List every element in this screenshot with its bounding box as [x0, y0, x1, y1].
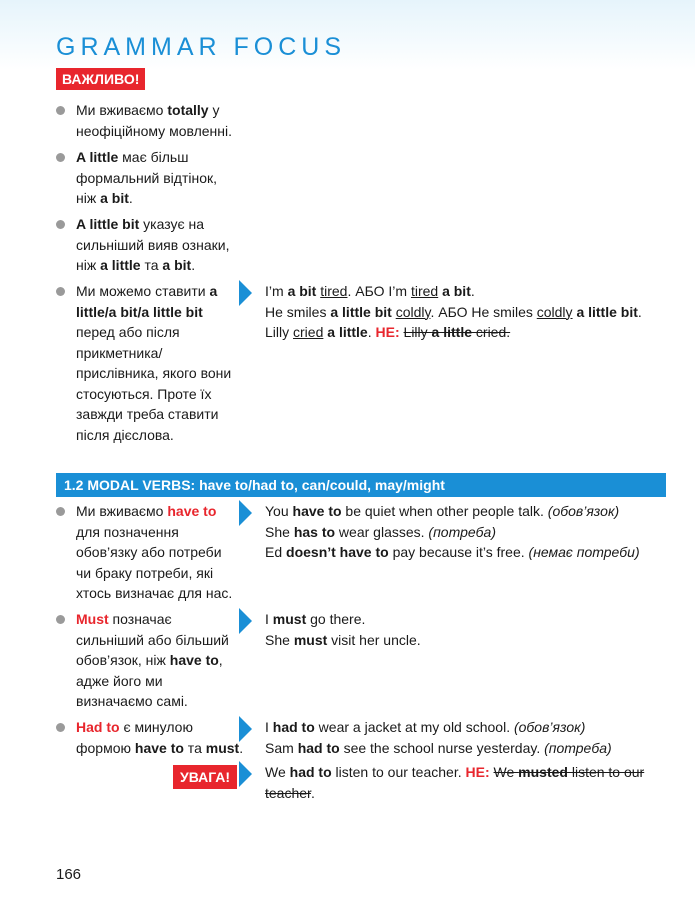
warning-badge: УВАГА!	[173, 765, 237, 789]
rule-must: Must позначає сильніший або більший обов’язок, ніж have to, адже його ми визначаємо самі.	[76, 611, 229, 709]
examples-have-to: You have to be quiet when other people talk. (обов’язок) She has to wear glasses. (потреба) Ed doesn’t have to pay because it’s free. (немає потреби)	[265, 503, 640, 560]
examples-had-to: I had to wear a jacket at my old school. (обов’язок) Sam had to see the school nurse yesterday. (потреба)	[265, 719, 612, 756]
rule-had-to: Had to є минулою формою have to та must.	[76, 719, 244, 756]
arrow-right-icon	[239, 608, 252, 634]
important-badge: ВАЖЛИВО!	[56, 68, 145, 90]
bullet-icon	[56, 507, 65, 516]
bullet-icon	[56, 615, 65, 624]
bullet-icon	[56, 220, 65, 229]
rule-have-to: Ми вживаємо have to для позначення обов’язку або потреби чи браку потреби, які хтось визначає для нас.	[76, 503, 233, 601]
arrow-right-icon	[239, 716, 252, 742]
arrow-right-icon	[239, 500, 252, 526]
section-heading-modal-verbs: 1.2 MODAL VERBS: have to/had to, can/could, may/might	[56, 473, 666, 497]
rule-a-little-bit: A little bit указує на сильніший вияв ознаки, ніж a little та a bit.	[76, 216, 230, 273]
bullet-icon	[56, 723, 65, 732]
rule-totally: Ми вживаємо totally у неофіційному мовленні.	[76, 102, 233, 139]
bullet-icon	[56, 153, 65, 162]
examples-position: I’m a bit tired. АБО I’m tired a bit. He smiles a little bit coldly. АБО He smiles coldly a little bit. Lilly cried a little. НЕ: Lilly a little cried.	[265, 283, 642, 340]
arrow-right-icon	[239, 280, 252, 306]
bullet-icon	[56, 287, 65, 296]
examples-must: I must go there. She must visit her uncle.	[265, 611, 421, 648]
rule-a-little: A little має більш формальний відтінок, ніж a bit.	[76, 149, 217, 206]
arrow-right-icon	[239, 761, 252, 787]
warning-example: We had to listen to our teacher. НЕ: We musted listen to our teacher.	[265, 764, 645, 801]
bullet-icon	[56, 106, 65, 115]
page-number: 166	[56, 866, 82, 883]
page-title: GRAMMAR FOCUS	[56, 33, 346, 61]
rule-position: Ми можемо ставити a little/a bit/a little bit перед або після прикметника/ прислівника, якого вони стосуються. Проте їх завжди треба ставити після дієслова.	[76, 283, 232, 443]
